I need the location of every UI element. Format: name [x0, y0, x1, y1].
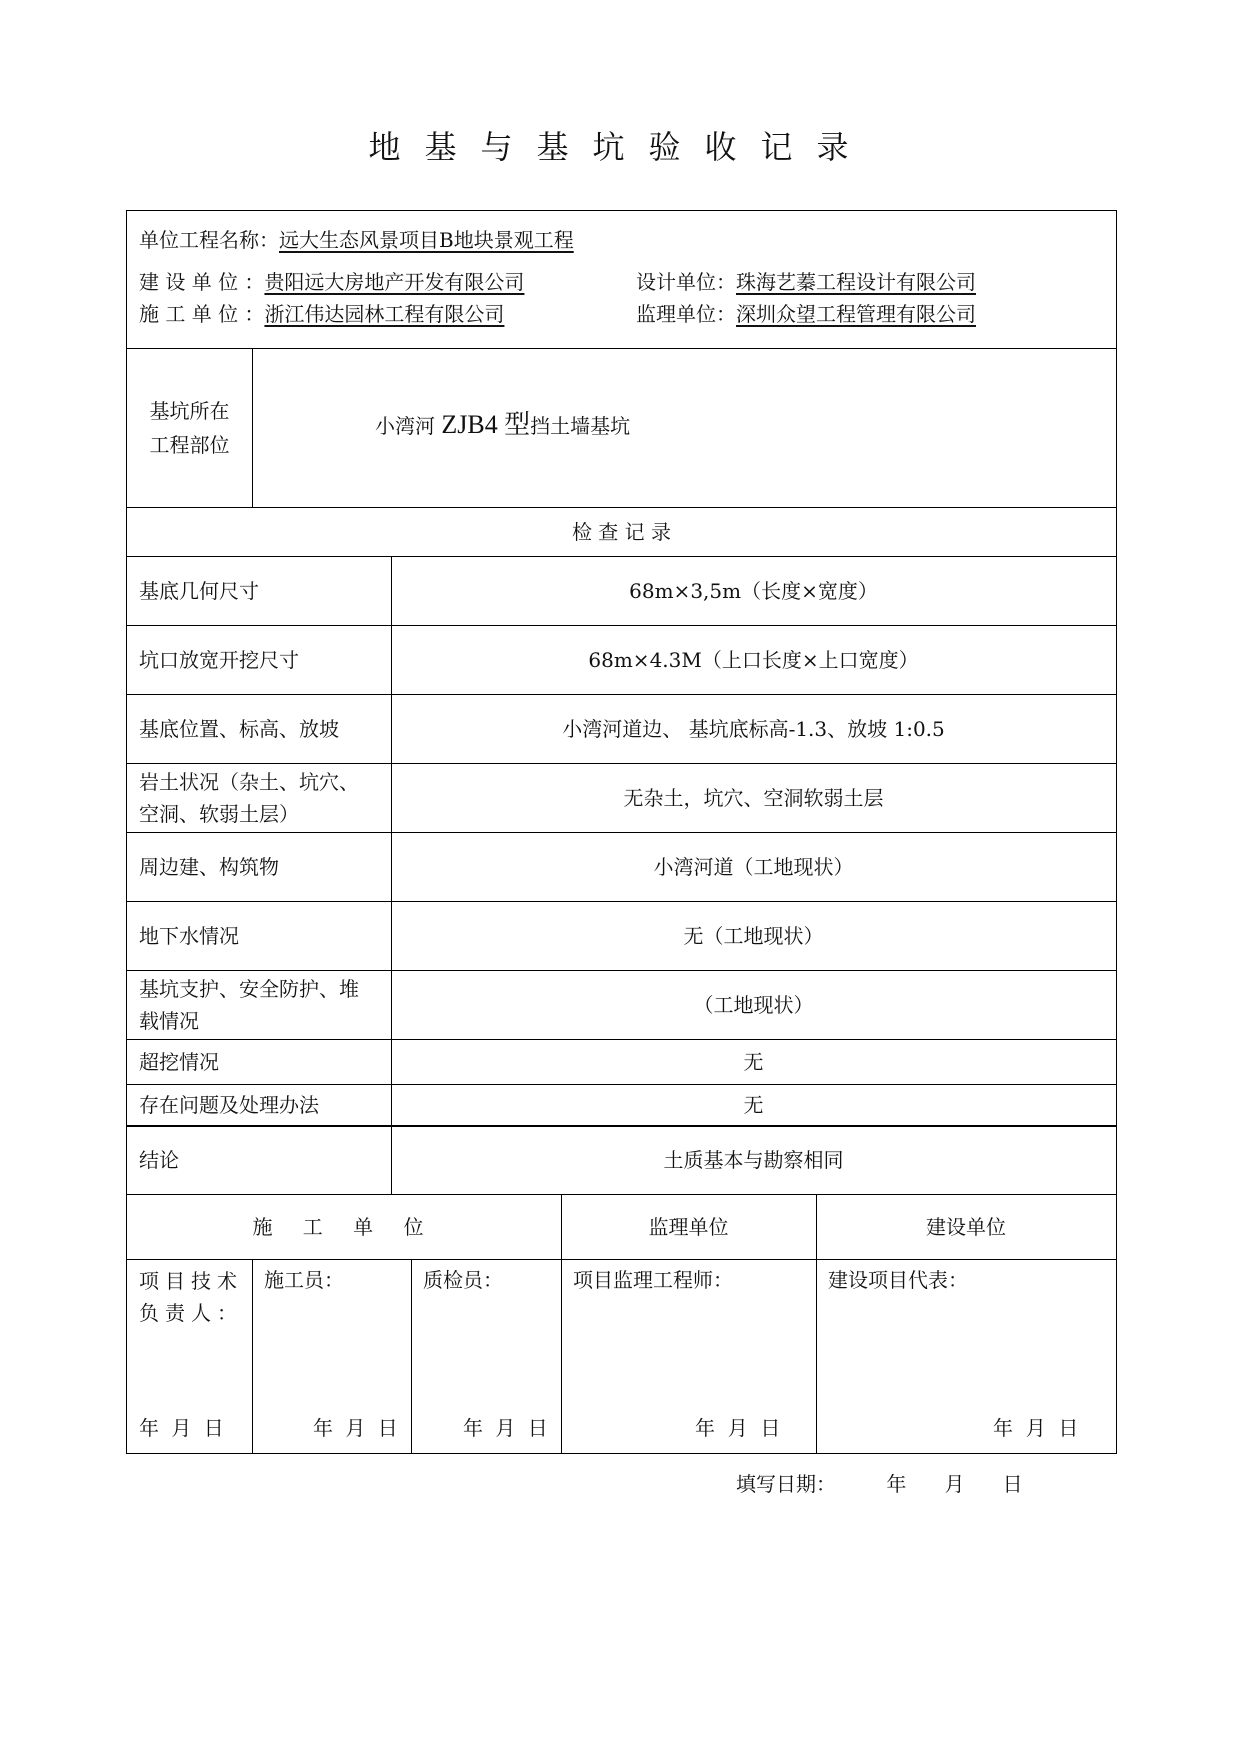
designer-value: 珠海艺蓁工程设计有限公司: [736, 270, 976, 294]
location-label-cell: [127, 348, 252, 507]
row-label: 基底位置、标高、放坡: [139, 716, 339, 741]
fill-date-label: 填写日期：: [736, 1472, 836, 1496]
sign-date: 年 月 日: [463, 1416, 548, 1440]
supervisor-engineer-label: 项目监理工程师：: [573, 1268, 733, 1292]
fill-date: [736, 1468, 1023, 1497]
location-code: ZJB4: [441, 410, 498, 439]
row-label-text: 基坑支护、安全防护、堆载情况: [139, 976, 359, 1033]
section-title: 检 查 记 录: [571, 519, 672, 544]
builder-value: 贵阳远大房地产开发有限公司: [264, 270, 525, 294]
row-label: 基底几何尺寸: [139, 578, 259, 603]
row-value: 小湾河道（工地现状）: [653, 854, 854, 879]
contractor-sign-head: 施 工 单 位: [252, 1214, 436, 1239]
sign-date: 年 月 日: [313, 1416, 398, 1440]
project-name-value: 远大生态风景项目B地块景观工程: [279, 228, 574, 252]
project-name-line: [139, 225, 574, 255]
row-label: 地下水情况: [139, 923, 239, 948]
builder-label: 建 设 单 位 ：: [139, 270, 265, 294]
divider: [127, 1259, 1116, 1260]
location-value: [375, 407, 630, 444]
row-value: 小湾河道边、 基坑底标高-1.3、放坡 1:0.5: [562, 716, 945, 741]
supervisor-sign-head: 监理单位: [648, 1214, 729, 1239]
row-label: 超挖情况: [139, 1049, 219, 1074]
builder-sign-head: 建设单位: [926, 1214, 1006, 1239]
builder-rep-label: 建设项目代表：: [828, 1268, 968, 1292]
divider: [252, 1259, 253, 1454]
row-value: 68m×4.3M（上口长度×上口宽度）: [588, 647, 919, 672]
supervisor-label: 监理单位：: [636, 302, 736, 326]
row-label: [127, 763, 391, 832]
page-title: 地基与基坑验收记录: [368, 128, 873, 166]
sign-date: 年 月 日: [993, 1416, 1079, 1440]
constructor-label: 施工员：: [264, 1268, 344, 1292]
row-value: 土质基本与勘察相同: [663, 1147, 844, 1172]
divider: [252, 348, 253, 507]
location-prefix: 小湾河: [375, 414, 435, 438]
designer-line: [636, 267, 976, 297]
tech-lead-label: 项目技术负责人：: [139, 1269, 243, 1325]
row-value: 无: [743, 1092, 764, 1117]
row-value: 无（工地现状）: [683, 923, 824, 948]
sign-date: 年 月 日: [695, 1416, 781, 1440]
row-value: 68m×3,5m（长度×宽度）: [629, 578, 878, 603]
fill-date-value: 年 月 日: [886, 1472, 1023, 1496]
contractor-line: [139, 299, 504, 329]
row-label: 存在问题及处理办法: [139, 1092, 319, 1117]
row-value: 无杂土，坑穴、空洞软弱土层: [623, 785, 884, 810]
contractor-value: 浙江伟达园林工程有限公司: [264, 302, 505, 326]
record-form: [126, 210, 1117, 1454]
project-name-label: 单位工程名称：: [139, 228, 279, 252]
sign-date: 年 月 日: [139, 1416, 224, 1440]
row-label: 周边建、构筑物: [139, 854, 279, 879]
row-value: （工地现状）: [693, 992, 814, 1017]
row-label: 结论: [139, 1147, 179, 1172]
location-type: 型: [504, 410, 531, 439]
location-suffix: 挡土墙基坑: [530, 414, 631, 438]
contractor-label: 施 工 单 位 ：: [139, 302, 265, 326]
supervisor-value: 深圳众望工程管理有限公司: [736, 302, 976, 326]
row-value: 无: [743, 1049, 764, 1074]
divider: [127, 348, 1116, 349]
designer-label: 设计单位：: [636, 270, 736, 294]
row-label-text: 岩土状况（杂土、坑穴、空洞、软弱土层）: [139, 769, 359, 826]
row-label: 坑口放宽开挖尺寸: [139, 647, 299, 672]
row-label: [127, 970, 391, 1039]
builder-line: [139, 267, 524, 297]
inspector-label: 质检员：: [423, 1268, 503, 1292]
supervisor-line: [636, 299, 976, 329]
location-label: 基坑所在工程部位: [149, 398, 230, 457]
divider: [411, 1259, 412, 1454]
